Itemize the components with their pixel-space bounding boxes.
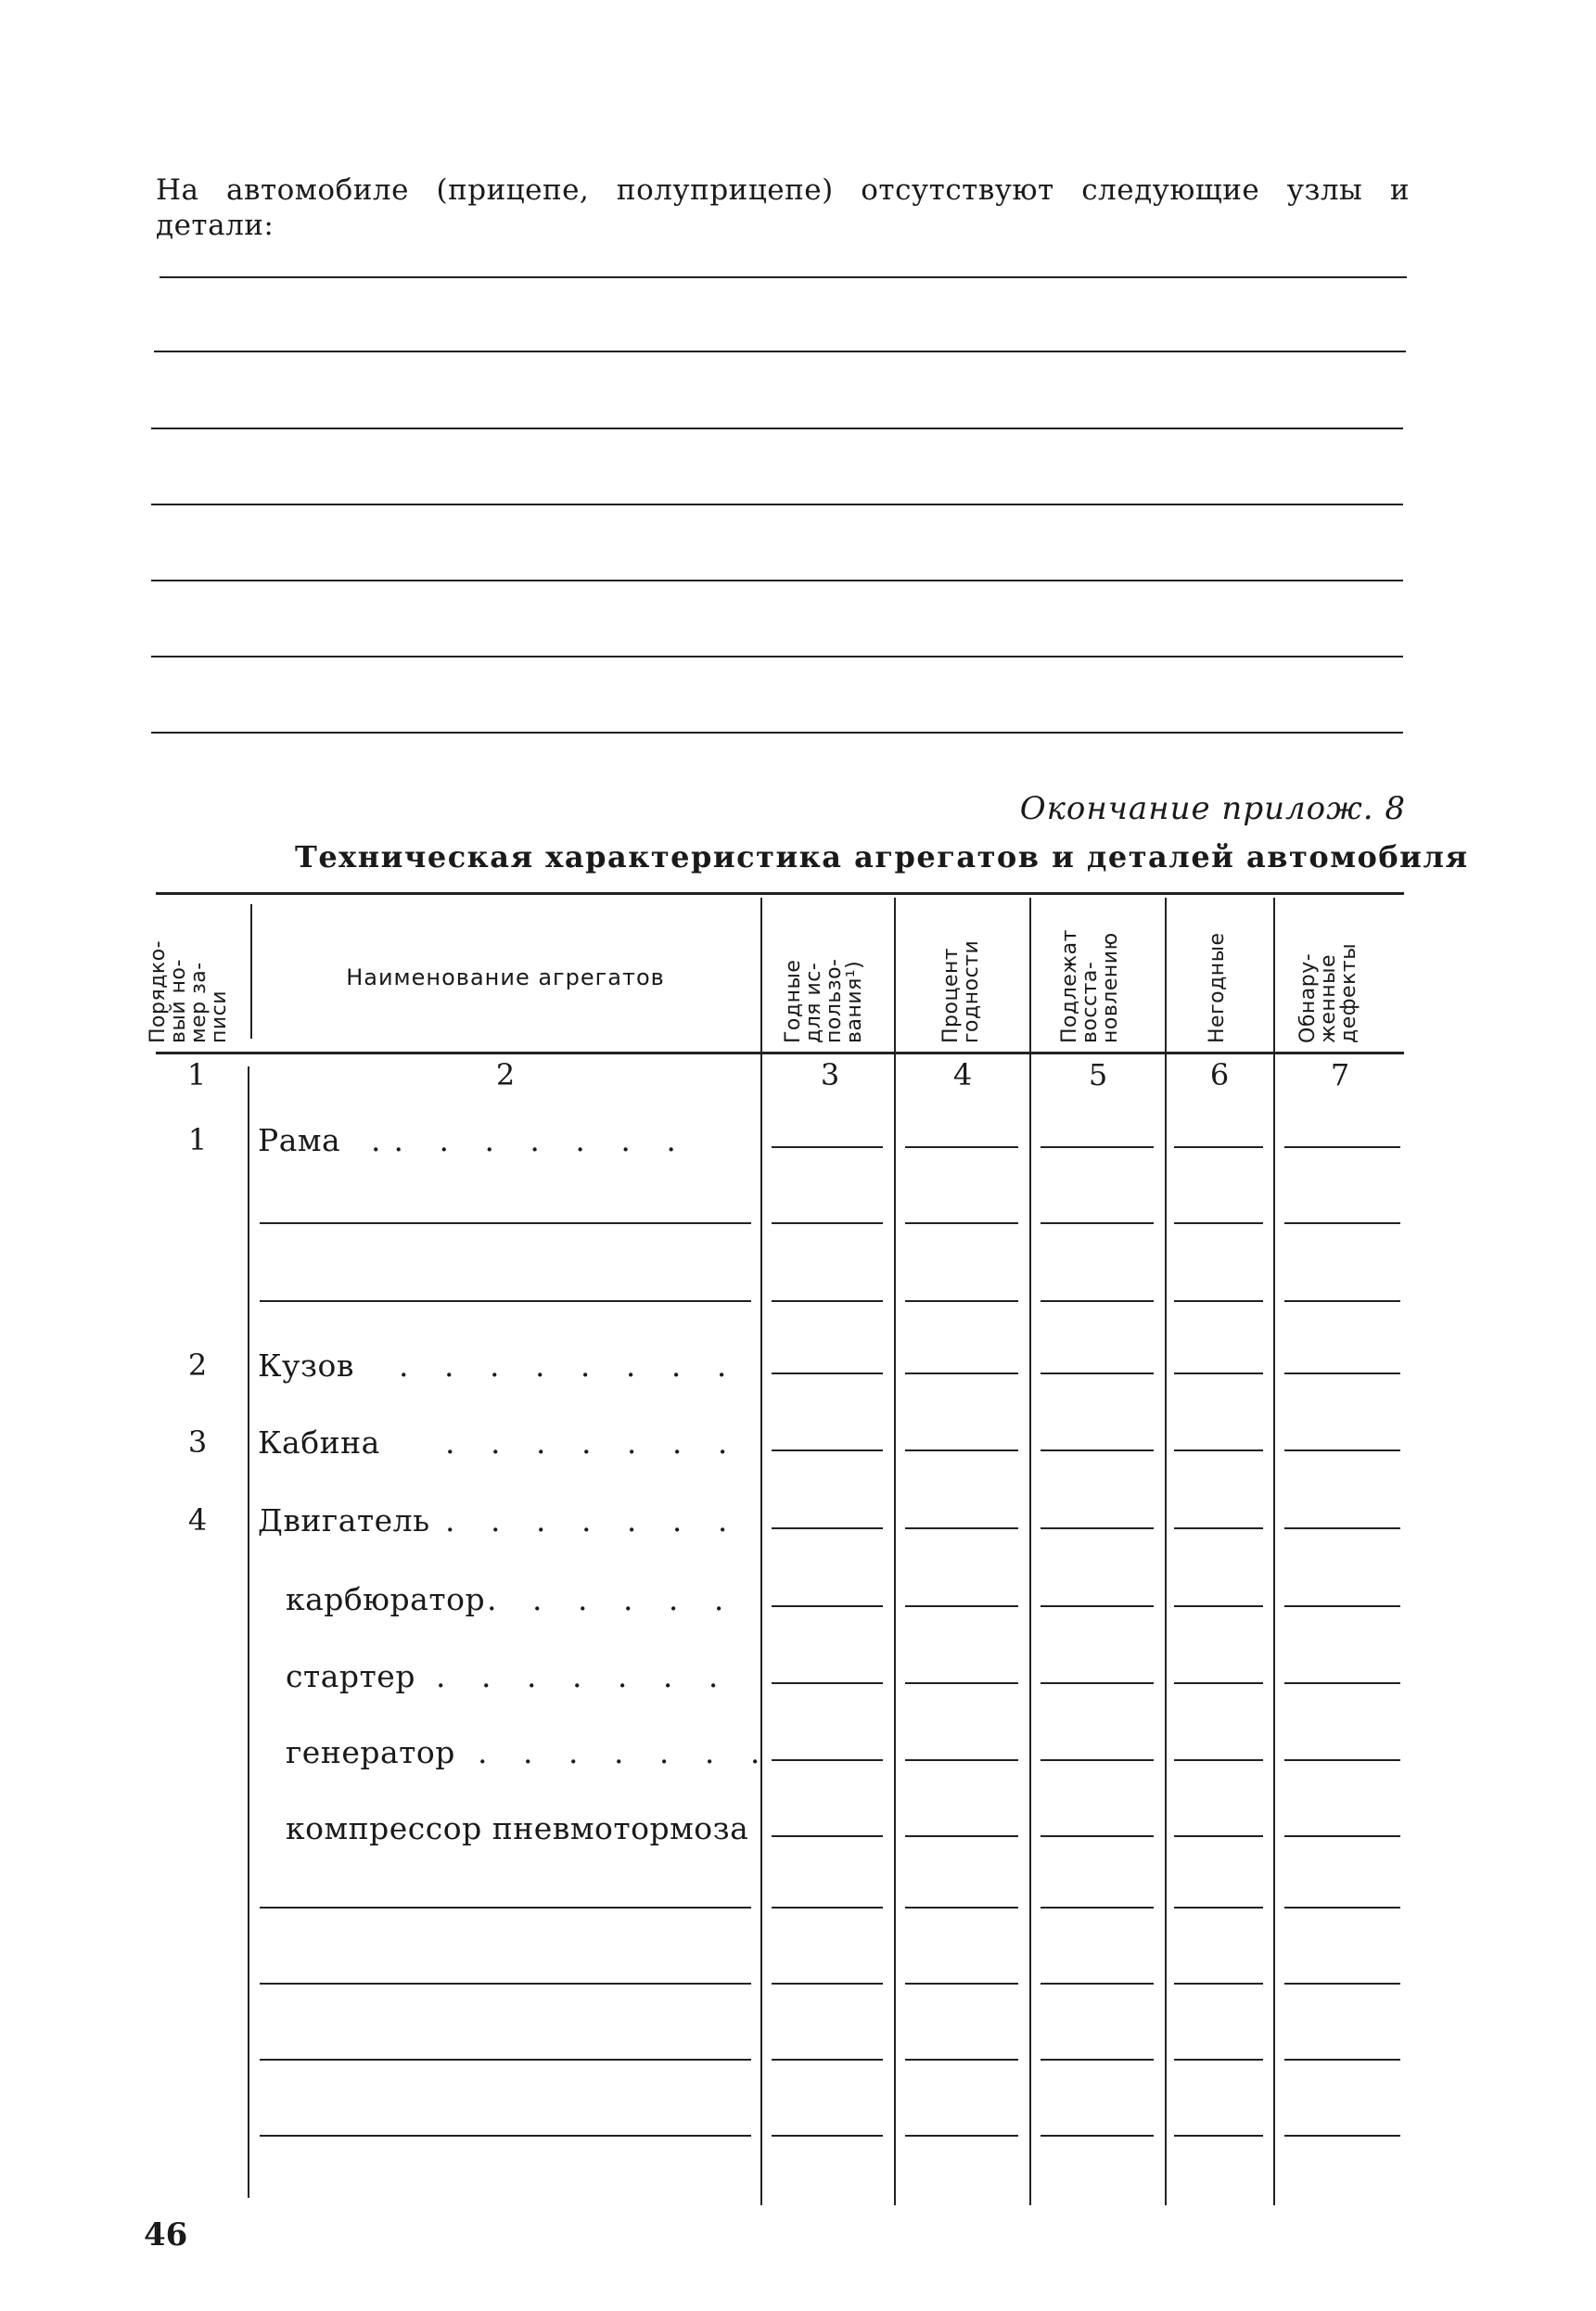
cell-fill-line[interactable] (772, 1759, 883, 1761)
cell-fill-line[interactable] (1284, 1527, 1400, 1529)
cell-fill-line[interactable] (905, 1835, 1018, 1837)
col-divider (1029, 898, 1031, 2205)
fill-line[interactable] (151, 504, 1403, 505)
cell-fill-line[interactable] (1174, 1605, 1263, 1607)
col-divider (248, 1066, 249, 2198)
appendix-note: Окончание прилож. 8 (1019, 790, 1406, 827)
cell-fill-line[interactable] (1041, 2059, 1154, 2061)
fill-line[interactable] (151, 580, 1403, 581)
cell-fill-line[interactable] (772, 1682, 883, 1684)
cell-fill-line[interactable] (1284, 1907, 1400, 1909)
leader-dots: . . . . . . . (445, 1502, 741, 1539)
leader-dots: .. . . . . . . (371, 1122, 689, 1158)
row-label-compressor: компрессор пневмотормоза (286, 1810, 749, 1846)
cell-fill-line[interactable] (1174, 1907, 1263, 1909)
cell-fill-line[interactable] (905, 1527, 1018, 1529)
column-number: 1 (186, 1057, 207, 1092)
cell-fill-line[interactable] (905, 2059, 1018, 2061)
cell-fill-line[interactable] (1284, 1682, 1400, 1684)
cell-fill-line[interactable] (1284, 1835, 1400, 1837)
cell-fill-line[interactable] (772, 1983, 883, 1985)
cell-fill-line[interactable] (1284, 1983, 1400, 1985)
cell-fill-line[interactable] (1284, 1759, 1400, 1761)
row-label-starter: стартер (286, 1658, 415, 1694)
cell-fill-line[interactable] (1041, 1835, 1154, 1837)
leader-dots: . . . . . . . . (399, 1347, 740, 1384)
row-number: 3 (187, 1424, 208, 1460)
cell-fill-line[interactable] (1174, 1373, 1263, 1374)
cell-fill-line[interactable] (772, 2059, 883, 2061)
cell-fill-line[interactable] (1284, 1373, 1400, 1374)
row-label-body: Кузов (258, 1347, 354, 1384)
header-record-number: Порядко- вый но- мер за- писи (147, 939, 231, 1043)
leader-dots: . . . . . . . (445, 1424, 741, 1461)
table-top-rule (156, 892, 1404, 895)
name-fill-line[interactable] (260, 1300, 751, 1302)
row-label-frame: Рама (258, 1122, 341, 1158)
column-number: 2 (495, 1057, 516, 1092)
cell-fill-line[interactable] (1284, 1300, 1400, 1302)
header-unit-name: Наименование агрегатов (346, 964, 665, 990)
cell-fill-line[interactable] (905, 1983, 1018, 1985)
cell-fill-line[interactable] (1041, 1983, 1154, 1985)
page-number: 46 (144, 2216, 188, 2254)
fill-line[interactable] (151, 428, 1403, 429)
cell-fill-line[interactable] (1041, 1682, 1154, 1684)
cell-fill-line[interactable] (905, 1759, 1018, 1761)
header-defects: Обнару- женные дефекты (1296, 942, 1360, 1043)
row-number: 1 (187, 1122, 208, 1157)
intro-text: На автомобиле (прицепе, полуприцепе) отсутствуют следующие узлы и детали: (156, 173, 1410, 242)
column-number: 5 (1088, 1057, 1108, 1092)
cell-fill-line[interactable] (1284, 2135, 1400, 2137)
cell-fill-line[interactable] (1174, 1527, 1263, 1529)
cell-fill-line[interactable] (1174, 1682, 1263, 1684)
row-label-engine: Двигатель (258, 1502, 430, 1539)
cell-fill-line[interactable] (905, 2135, 1018, 2137)
col-divider (760, 898, 762, 2205)
row-label-generator: генератор (286, 1734, 455, 1770)
header-to-restore: Подлежат восста- новлению (1058, 929, 1122, 1043)
cell-fill-line[interactable] (1041, 1527, 1154, 1529)
cell-fill-line[interactable] (1174, 1983, 1263, 1985)
column-number: 4 (952, 1057, 973, 1092)
column-number: 6 (1209, 1057, 1230, 1092)
cell-fill-line[interactable] (772, 1907, 883, 1909)
table-title: Техническая характеристика агрегатов и деталей автомобиля (295, 839, 1469, 875)
cell-fill-line[interactable] (905, 1907, 1018, 1909)
name-fill-line[interactable] (260, 1907, 751, 1909)
cell-fill-line[interactable] (1174, 1222, 1263, 1224)
table-header-rule (156, 1052, 1404, 1054)
cell-fill-line[interactable] (772, 1835, 883, 1837)
leader-dots: . . . . . . (487, 1581, 737, 1617)
cell-fill-line[interactable] (772, 1605, 883, 1607)
cell-fill-line[interactable] (1174, 1449, 1263, 1451)
cell-fill-line[interactable] (1174, 1300, 1263, 1302)
name-fill-line[interactable] (260, 1983, 751, 1985)
cell-fill-line[interactable] (772, 1449, 883, 1451)
cell-fill-line[interactable] (772, 1146, 883, 1148)
cell-fill-line[interactable] (1041, 1146, 1154, 1148)
cell-fill-line[interactable] (1284, 2059, 1400, 2061)
row-label-cab: Кабина (258, 1424, 380, 1461)
cell-fill-line[interactable] (1041, 2135, 1154, 2137)
row-number: 2 (187, 1347, 208, 1383)
cell-fill-line[interactable] (1174, 2059, 1263, 2061)
cell-fill-line[interactable] (905, 1146, 1018, 1148)
fill-line[interactable] (151, 656, 1403, 658)
cell-fill-line[interactable] (772, 2135, 883, 2137)
cell-fill-line[interactable] (1174, 1835, 1263, 1837)
row-label-carburetor: карбюратор (286, 1581, 486, 1617)
cell-fill-line[interactable] (1041, 1759, 1154, 1761)
col-divider (1273, 898, 1275, 2205)
fill-line[interactable] (151, 732, 1403, 734)
cell-fill-line[interactable] (905, 1449, 1018, 1451)
cell-fill-line[interactable] (905, 1682, 1018, 1684)
header-percent-usable: Процент годности (939, 939, 983, 1043)
cell-fill-line[interactable] (772, 1373, 883, 1374)
cell-fill-line[interactable] (905, 1373, 1018, 1374)
cell-fill-line[interactable] (772, 1527, 883, 1529)
cell-fill-line[interactable] (1041, 1222, 1154, 1224)
leader-dots: . . . . . . . (436, 1658, 732, 1694)
row-number: 4 (187, 1502, 208, 1538)
name-fill-line[interactable] (260, 2059, 751, 2061)
col-divider (1165, 898, 1167, 2205)
cell-fill-line[interactable] (1041, 1373, 1154, 1374)
cell-fill-line[interactable] (1174, 1146, 1263, 1148)
fill-line[interactable] (160, 276, 1407, 278)
cell-fill-line[interactable] (1041, 1605, 1154, 1607)
cell-fill-line[interactable] (905, 1300, 1018, 1302)
cell-fill-line[interactable] (1284, 1146, 1400, 1148)
cell-fill-line[interactable] (1174, 2135, 1263, 2137)
header-usable: Годные для ис- пользо- вания¹) (782, 958, 866, 1043)
cell-fill-line[interactable] (1284, 1605, 1400, 1607)
fill-line[interactable] (154, 351, 1406, 352)
col-divider (894, 898, 896, 2205)
header-unusable: Негодные (1206, 932, 1229, 1043)
name-fill-line[interactable] (260, 2135, 751, 2137)
cell-fill-line[interactable] (1041, 1449, 1154, 1451)
cell-fill-line[interactable] (772, 1300, 883, 1302)
cell-fill-line[interactable] (772, 1222, 883, 1224)
column-number: 7 (1330, 1057, 1350, 1092)
cell-fill-line[interactable] (1041, 1907, 1154, 1909)
name-fill-line[interactable] (260, 1222, 751, 1224)
column-number: 3 (820, 1057, 840, 1092)
cell-fill-line[interactable] (1284, 1449, 1400, 1451)
cell-fill-line[interactable] (1041, 1300, 1154, 1302)
cell-fill-line[interactable] (905, 1605, 1018, 1607)
cell-fill-line[interactable] (1284, 1222, 1400, 1224)
cell-fill-line[interactable] (1174, 1759, 1263, 1761)
leader-dots: . . . . . . . (478, 1734, 773, 1770)
cell-fill-line[interactable] (905, 1222, 1018, 1224)
